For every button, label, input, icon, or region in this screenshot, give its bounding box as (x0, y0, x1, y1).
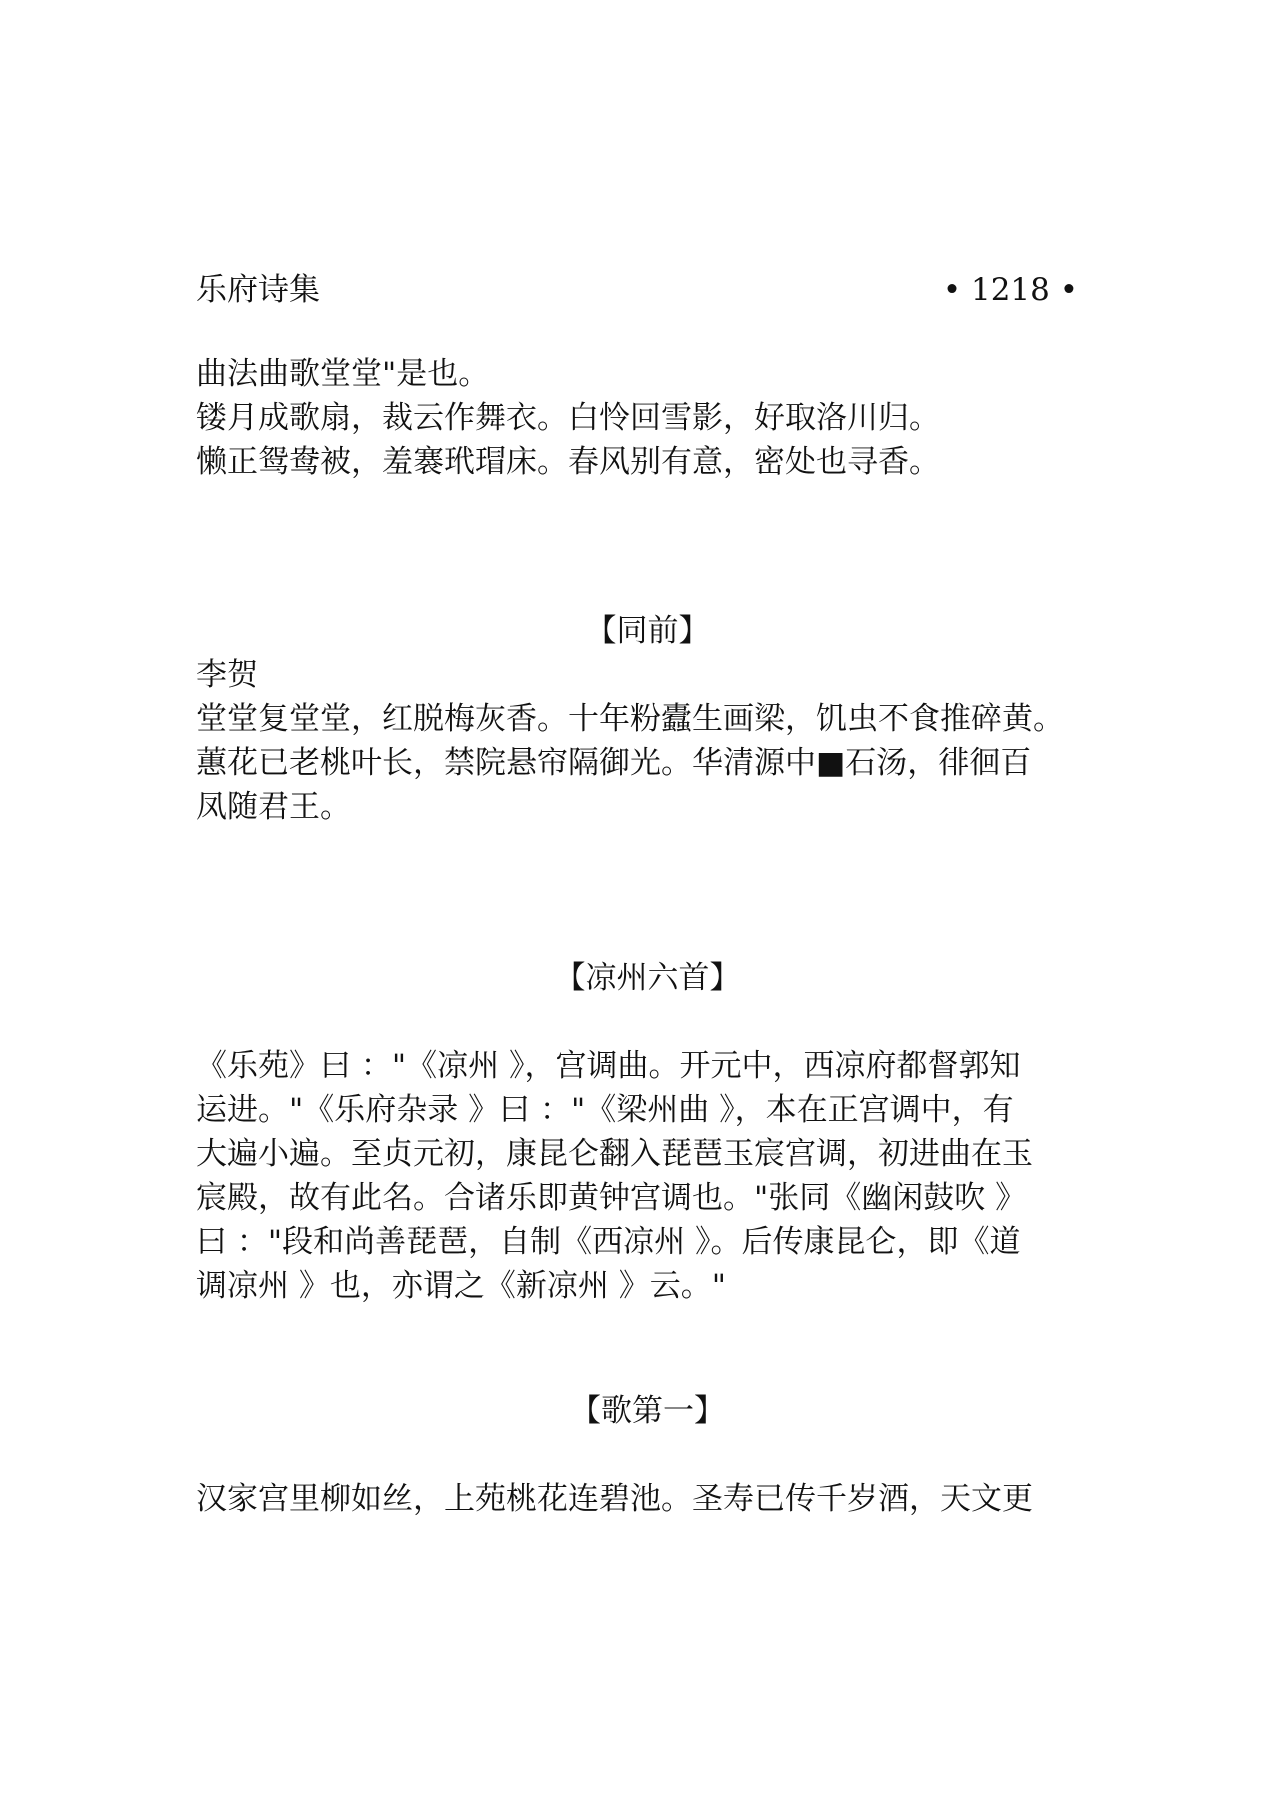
section-title-gedi-yi: 【歌第一】 (570, 1393, 725, 1429)
text-line: 大遍小遍。至贞元初，康昆仑翻入琵琶玉宸宫调，初进曲在玉 (196, 1136, 1033, 1172)
text-line: 调凉州 》也，亦谓之《新凉州 》云。" (196, 1268, 726, 1304)
intro-paragraph (196, 352, 1096, 484)
text-line: 懒正鸳鸯被，羞褰玳瑁床。春风别有意，密处也寻香。 (196, 444, 940, 480)
text-line: 运进。"《乐府杂录 》曰 ："《梁州曲 》，本在正宫调中，有 (196, 1092, 1014, 1128)
book-title: 乐府诗集 (196, 272, 320, 308)
text-line: 凤随君王。 (196, 789, 351, 825)
page-number: • 1218 • (942, 272, 1078, 308)
text-line: 镂月成歌扇，裁云作舞衣。白怜回雪影，好取洛川归。 (196, 400, 940, 436)
text-line: 《乐苑》曰 ："《凉州 》，宫调曲。开元中，西凉府都督郭知 (196, 1048, 1021, 1084)
tongqian-body (196, 653, 1096, 829)
text-line: 汉家宫里柳如丝，上苑桃花连碧池。圣寿已传千岁酒，天文更 (196, 1481, 1033, 1517)
text-line: 曲法曲歌堂堂"是也。 (196, 356, 490, 392)
author-name: 李贺 (196, 657, 258, 693)
text-line: 堂堂复堂堂，红脱梅灰香。十年粉蠹生画梁，饥虫不食推碎黄。 (196, 701, 1064, 737)
liangzhou-preface (196, 1044, 1096, 1308)
section-title-tongqian: 【同前】 (585, 613, 710, 649)
running-header (196, 268, 1078, 312)
section-title-liangzhou: 【凉州六首】 (554, 960, 741, 996)
text-line: 曰 ："段和尚善琵琶，自制《西凉州 》。后传康昆仑，即《道 (196, 1224, 1021, 1260)
text-line: 宸殿，故有此名。合诸乐即黄钟宫调也。"张同《幽闲鼓吹 》 (196, 1180, 1027, 1216)
text-line: 蕙花已老桃叶长，禁院悬帘隔御光。华清源中■石汤，徘徊百 (196, 745, 1032, 781)
gedi-yi-body (196, 1477, 1096, 1521)
